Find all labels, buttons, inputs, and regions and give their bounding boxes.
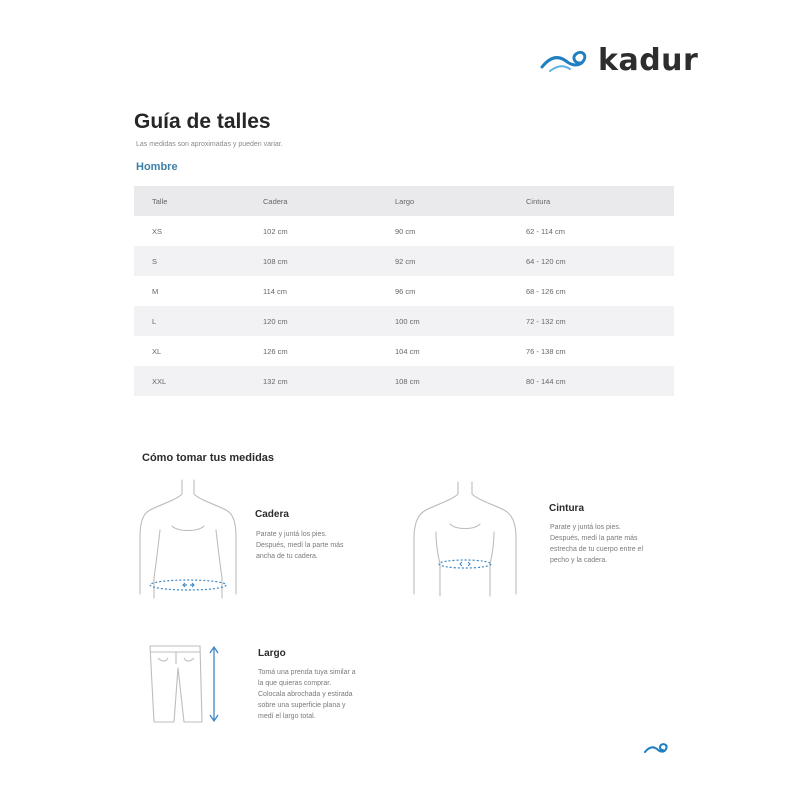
length-desc-line: medí el largo total. xyxy=(258,713,316,720)
size-table xyxy=(134,186,674,396)
hip-desc-line: Después, medí la parte más xyxy=(256,542,344,549)
cell-cadera: 132 cm xyxy=(263,376,288,386)
wave-infinity-logo-icon xyxy=(540,45,592,75)
table-row xyxy=(134,216,674,246)
waist-label: Cintura xyxy=(549,503,584,514)
cell-cadera: 102 cm xyxy=(263,226,288,236)
cell-cadera: 126 cm xyxy=(263,346,288,356)
waist-measurement-illustration xyxy=(410,480,522,598)
cell-cadera: 114 cm xyxy=(263,286,288,296)
table-header-row xyxy=(134,186,674,216)
section-title-hombre: Hombre xyxy=(136,161,178,173)
table-row xyxy=(134,306,674,336)
header-cintura: Cintura xyxy=(526,196,551,206)
hip-desc-line: Parate y juntá los pies. xyxy=(256,531,327,538)
cell-cadera: 120 cm xyxy=(263,316,288,326)
cell-cintura: 68 - 126 cm xyxy=(526,286,566,296)
page-title: Guía de talles xyxy=(134,110,271,133)
table-row xyxy=(134,366,674,396)
cell-largo: 90 cm xyxy=(395,226,416,236)
cell-cintura: 64 - 120 cm xyxy=(526,256,566,266)
cell-cintura: 76 - 138 cm xyxy=(526,346,566,356)
header-talle: Talle xyxy=(152,196,168,206)
brand-name: kadur xyxy=(598,42,699,78)
header-cadera: Cadera xyxy=(263,196,288,206)
length-desc-line: la que quieras comprar. xyxy=(258,680,332,687)
cell-cintura: 80 - 144 cm xyxy=(526,376,566,386)
hip-label: Cadera xyxy=(255,509,289,520)
table-row xyxy=(134,336,674,366)
cell-largo: 96 cm xyxy=(395,286,416,296)
page-subtitle: Las medidas son aproximadas y pueden variar. xyxy=(136,141,283,148)
waist-desc-line: Después, medí la parte más xyxy=(550,535,638,542)
header-largo: Largo xyxy=(395,196,415,206)
length-measurement-illustration xyxy=(146,642,236,726)
brand-logo xyxy=(540,40,698,80)
cell-talle: S xyxy=(152,256,158,266)
wave-infinity-mark-icon xyxy=(644,742,670,756)
cell-talle: L xyxy=(152,316,157,326)
table-row xyxy=(134,246,674,276)
waist-desc-line: estrecha de tu cuerpo entre el xyxy=(550,546,644,553)
cell-largo: 104 cm xyxy=(395,346,420,356)
cell-largo: 108 cm xyxy=(395,376,420,386)
waist-desc-line: Parate y juntá los pies. xyxy=(550,524,621,531)
cell-talle: M xyxy=(152,286,159,296)
hip-desc-line: ancha de tu cadera. xyxy=(256,553,318,560)
cell-largo: 92 cm xyxy=(395,256,416,266)
cell-cadera: 108 cm xyxy=(263,256,288,266)
how-to-measure-title: Cómo tomar tus medidas xyxy=(142,452,275,464)
cell-talle: XS xyxy=(152,226,163,236)
cell-largo: 100 cm xyxy=(395,316,420,326)
cell-cintura: 72 - 132 cm xyxy=(526,316,566,326)
table-row xyxy=(134,276,674,306)
length-desc-line: Tomá una prenda tuya similar a xyxy=(258,669,356,676)
length-desc-line: sobre una superficie plana y xyxy=(258,702,346,709)
hip-measurement-illustration xyxy=(134,478,242,600)
length-label: Largo xyxy=(258,648,286,659)
cell-talle: XL xyxy=(152,346,162,356)
length-desc-line: Colocala abrochada y estirada xyxy=(258,691,353,698)
waist-desc-line: pecho y la cadera. xyxy=(550,557,608,564)
cell-talle: XXL xyxy=(152,376,167,386)
cell-cintura: 62 - 114 cm xyxy=(526,226,566,236)
